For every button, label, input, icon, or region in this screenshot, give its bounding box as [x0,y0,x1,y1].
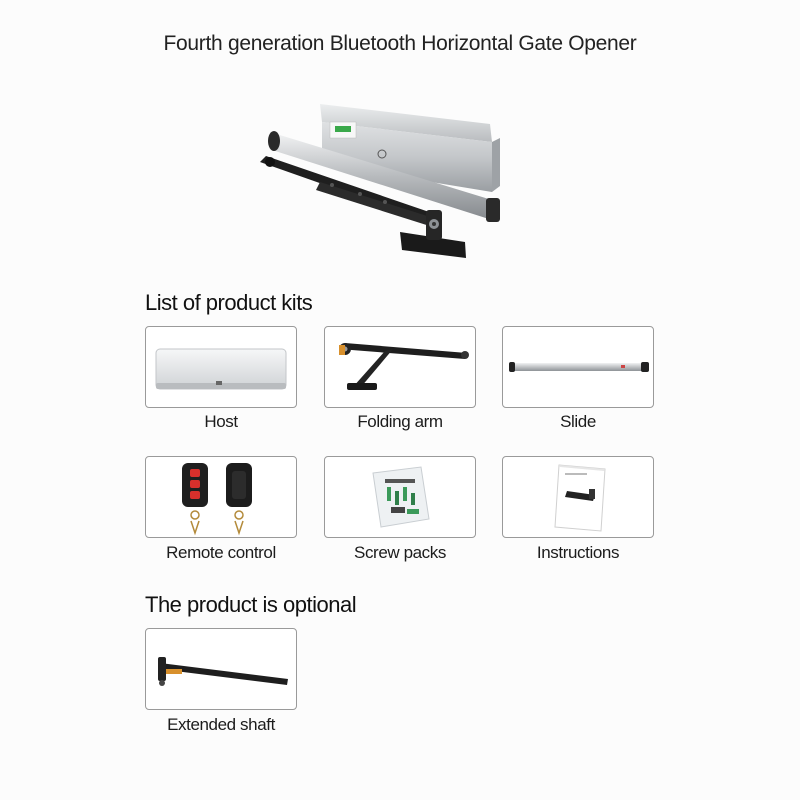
kit-label-remote-control: Remote control [166,543,276,562]
slide-rail-icon [503,327,653,407]
remote-control-icon [146,457,296,537]
kit-label-host: Host [204,412,238,431]
kit-label-folding-arm: Folding arm [357,412,443,431]
screw-pack-icon [325,457,475,537]
page-title: Fourth generation Bluetooth Horizontal Gate Opener [163,32,637,55]
kit-card-screw-packs [324,456,476,538]
kits-heading: List of product kits [145,290,313,315]
kit-label-screw-packs: Screw packs [354,543,446,562]
host-unit-icon [146,327,296,407]
folding-arm-icon [325,327,475,407]
kit-card-host [145,326,297,408]
kit-card-slide [502,326,654,408]
kit-card-instructions [502,456,654,538]
kit-label-slide: Slide [560,412,596,431]
gate-opener-product-image [230,92,520,272]
kit-card-remote [145,456,297,538]
extended-shaft-icon [146,629,296,709]
instructions-booklet-icon [503,457,653,537]
optional-heading: The product is optional [145,592,357,617]
kit-label-instructions: Instructions [536,543,620,562]
optional-label-extended-shaft: Extended shaft [167,715,275,734]
optional-card-extended-shaft [145,628,297,710]
kit-card-folding-arm [324,326,476,408]
